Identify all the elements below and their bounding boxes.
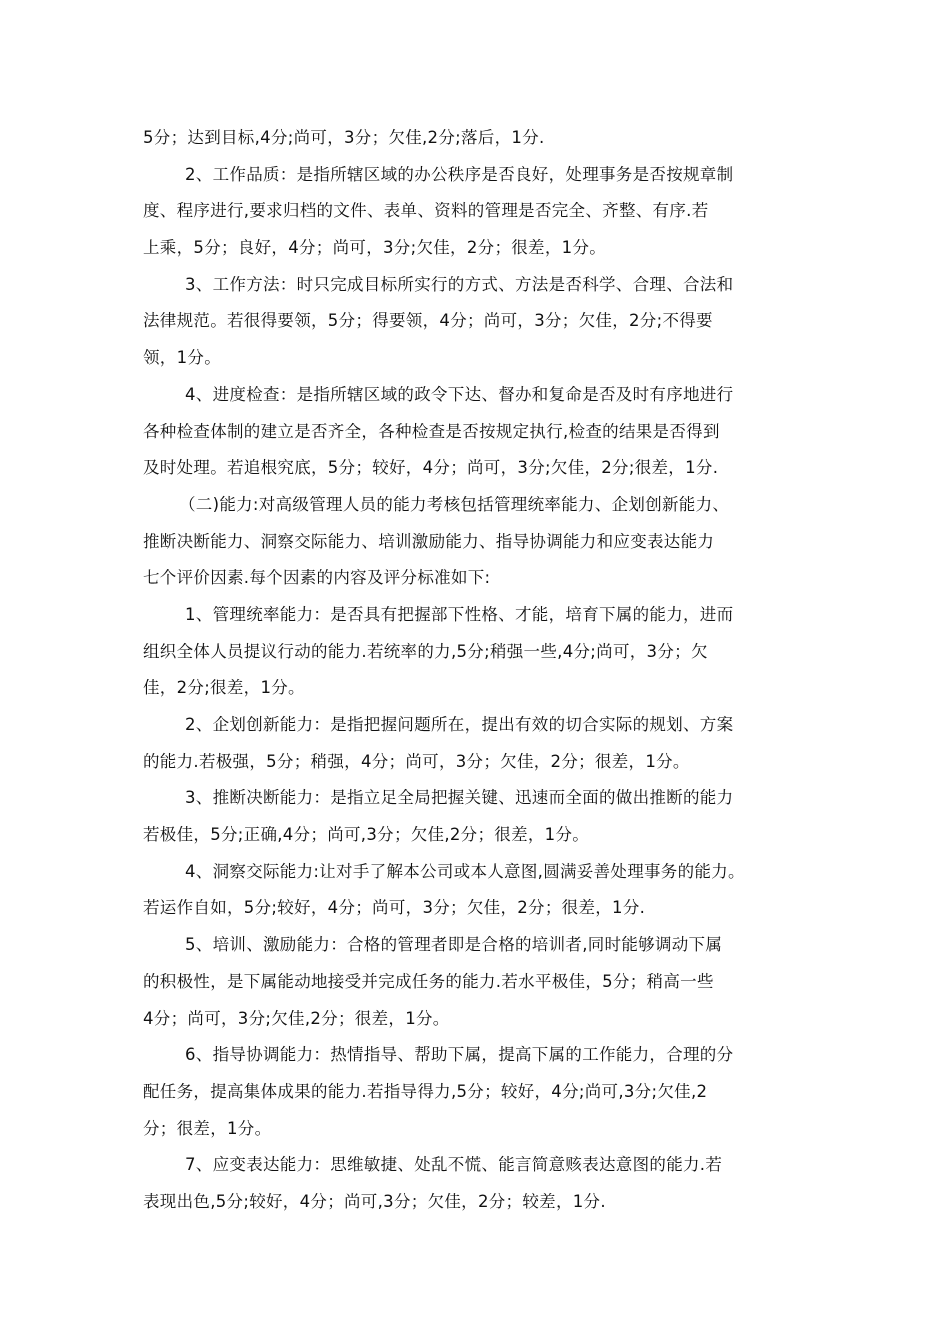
text-line: 上乘，5分；良好，4分；尚可，3分;欠佳，2分；很差，1分。 <box>143 238 607 258</box>
text-line: 3、工作方法：时只完成目标所实行的方式、方法是否科学、合理、合法和 <box>185 274 734 294</box>
text-line: 组织全体人员提议行动的能力.若统率的力,5分;稍强一些,4分;尚可，3分；欠 <box>143 641 708 661</box>
text-line: 的积极性，是下属能动地接受并完成任务的能力.若水平极佳，5分；稍高一些 <box>143 971 714 991</box>
document-page <box>143 120 811 1221</box>
text-line: 7、应变表达能力：思维敏捷、处乱不慌、能言简意赅表达意图的能力.若 <box>185 1155 723 1175</box>
text-line: 1、管理统率能力：是否具有把握部下性格、才能，培育下属的能力，进而 <box>185 604 734 624</box>
text-line: 领，1分。 <box>143 348 221 368</box>
text-line: 3、推断决断能力：是指立足全局把握关键、迅速而全面的做出推断的能力 <box>185 788 734 808</box>
text-line: 度、程序进行,要求归档的文件、表单、资料的管理是否完全、齐整、有序.若 <box>143 201 709 221</box>
section-heading-line: （二)能力:对高级管理人员的能力考核包括管理统率能力、企划创新能力、 <box>179 494 730 514</box>
text-line: 2、工作品质：是指所辖区域的办公秩序是否良好，处理事务是否按规章制 <box>185 164 734 184</box>
text-line: 法律规范。若很得要领，5分；得要领，4分；尚可，3分；欠佳，2分;不得要 <box>143 311 713 331</box>
text-line: 4、进度检查：是指所辖区域的政令下达、督办和复命是否及时有序地进行 <box>185 384 734 404</box>
text-line: 的能力.若极强，5分；稍强，4分；尚可，3分；欠佳，2分；很差，1分。 <box>143 751 690 771</box>
text-line: 表现出色,5分;较好，4分；尚可,3分；欠佳，2分；较差，1分. <box>143 1191 606 1211</box>
text-line: 配任务，提高集体成果的能力.若指导得力,5分；较好，4分;尚可,3分;欠佳,2 <box>143 1081 708 1101</box>
text-line: 2、企划创新能力：是指把握问题所在，提出有效的切合实际的规划、方案 <box>185 715 734 734</box>
text-line: 5分；达到目标,4分;尚可，3分；欠佳,2分;落后，1分. <box>143 128 545 147</box>
text-line: 5、培训、激励能力：合格的管理者即是合格的培训者,同时能够调动下属 <box>185 935 723 955</box>
text-line: 分；很差，1分。 <box>143 1118 272 1138</box>
text-line: 4、洞察交际能力:让对手了解本公司或本人意图,圆满妥善处理事务的能力。 <box>185 861 745 881</box>
text-line: 及时处理。若追根究底，5分；较好，4分；尚可，3分;欠佳，2分;很差，1分. <box>143 458 719 478</box>
text-line: 各种检查体制的建立是否齐全，各种检查是否按规定执行,检查的结果是否得到 <box>143 421 720 441</box>
text-line: 若运作自如，5分;较好，4分；尚可，3分；欠佳，2分；很差，1分. <box>143 898 646 918</box>
text-line: 七个评价因素.每个因素的内容及评分标准如下: <box>143 568 491 588</box>
text-line: 4分；尚可，3分;欠佳,2分；很差，1分。 <box>143 1008 450 1028</box>
text-line: 6、指导协调能力：热情指导、帮助下属，提高下属的工作能力，合理的分 <box>185 1045 734 1065</box>
text-line: 推断决断能力、洞察交际能力、培训激励能力、指导协调能力和应变表达能力 <box>143 531 715 551</box>
text-line: 若极佳，5分;正确,4分；尚可,3分；欠佳,2分；很差，1分。 <box>143 825 590 845</box>
text-line: 佳，2分;很差，1分。 <box>143 678 305 698</box>
